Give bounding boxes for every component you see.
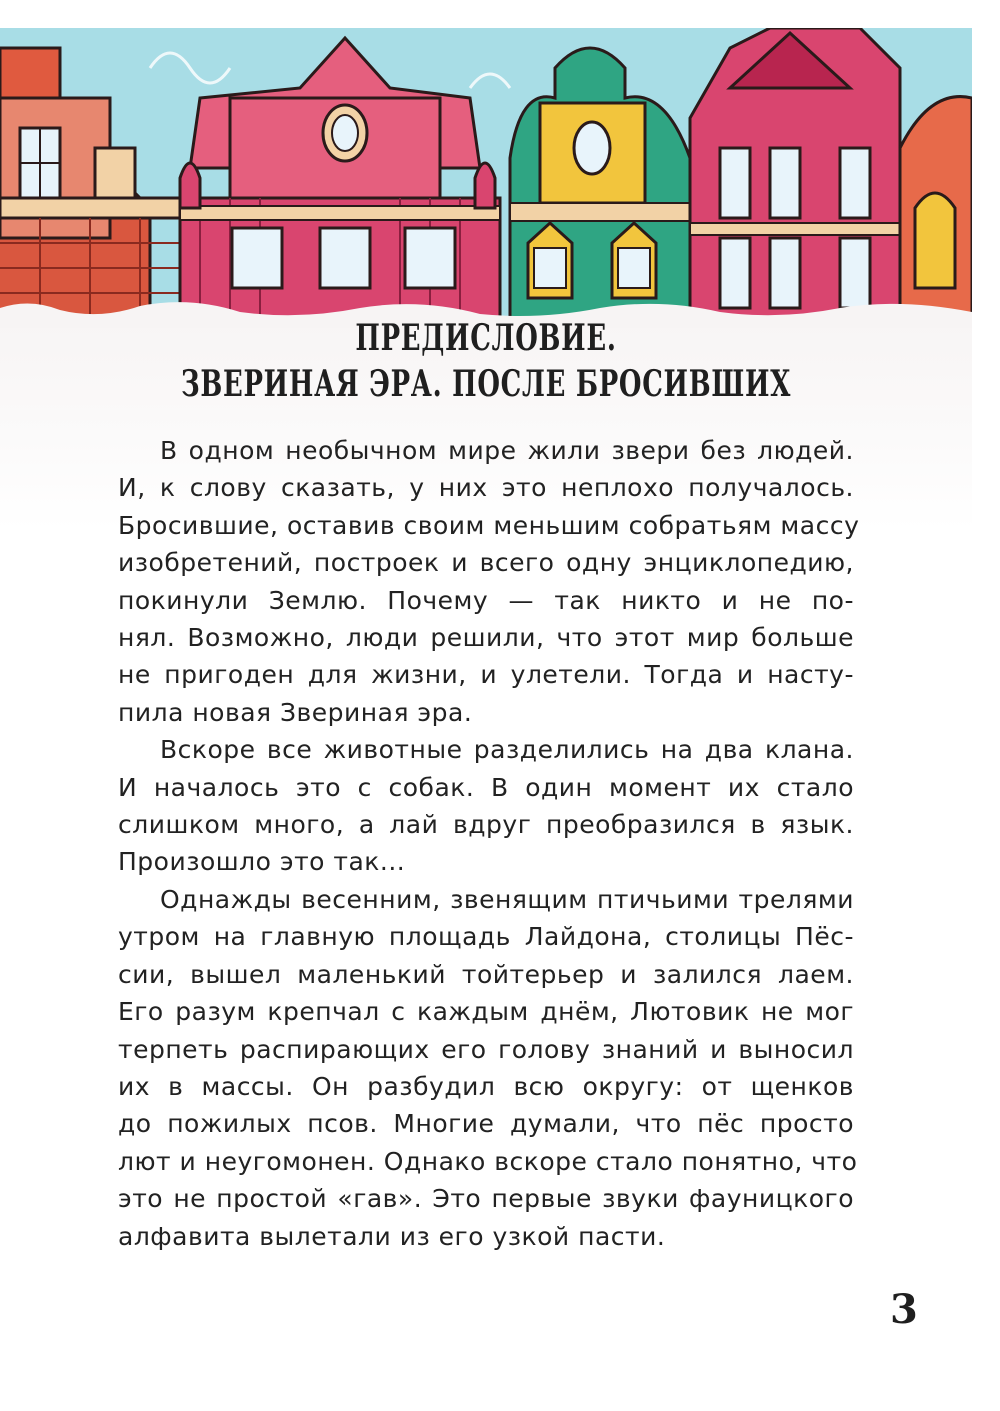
text-line: В одном необычном мире жили звери без людей. [160,436,854,465]
paragraph [118,881,858,1255]
text-line: Бросившие, оставив своим меньшим собратьям массу [118,510,860,540]
text-line: их в массы. Он разбудил всю округу: от щенков [118,1071,854,1101]
text-line: слишком много, а лай вдруг преобразился в язык. [118,810,854,840]
text-line: алфавита вылетали из его узкой пасти. [118,1221,666,1251]
text-line: Его разум крепчал с каждым днём, Лютовик не мог [118,997,854,1027]
text-line: утром на главную площадь Лайдона, столицы Пёс- [118,922,854,952]
banner-illustration [0,28,972,328]
text-line: до пожилых псов. Многие думали, что пёс просто [118,1109,854,1139]
text-line: Произошло это так... [118,847,406,877]
text-line: покинули Землю. Почему — так никто и не по- [118,585,854,615]
text-line: пила новая Звериная эра. [118,697,473,727]
paragraph [118,432,860,731]
text-line: это не простой «гав». Это первые звуки фауницкого [118,1184,854,1214]
chapter-title [0,315,972,407]
body-text [118,432,860,1255]
text-line: изобретений, построек и всего одну энциклопедию, [118,548,854,578]
text-line: Вскоре все животные разделились на два клана. [160,735,854,765]
text-line: терпеть распирающих его голову знаний и выносил [118,1034,854,1064]
chapter-title-line-2: ЗВЕРИНАЯ ЭРА. ПОСЛЕ БРОСИВШИХ [180,363,792,405]
text-line: И, к слову сказать, у них это неплохо получалось. [118,473,854,503]
text-line: лют и неугомонен. Однако вскоре стало понятно, что [118,1146,858,1176]
paragraph [118,731,854,881]
text-line: сии, вышел маленький тойтерьер и залился лаем. [118,959,854,989]
text-line: не пригоден для жизни, и улетели. Тогда и насту- [118,660,854,690]
text-line: И началось это с собак. В один момент их стало [118,772,854,802]
text-line: Однажды весенним, звенящим птичьими трелями [160,884,854,914]
text-line: нял. Возможно, люди решили, что этот мир больше [118,623,854,653]
townhouses-icon [0,28,972,328]
chapter-title-line-1: ПРЕДИСЛОВИЕ. [355,317,617,359]
page-number: 3 [890,1286,918,1333]
